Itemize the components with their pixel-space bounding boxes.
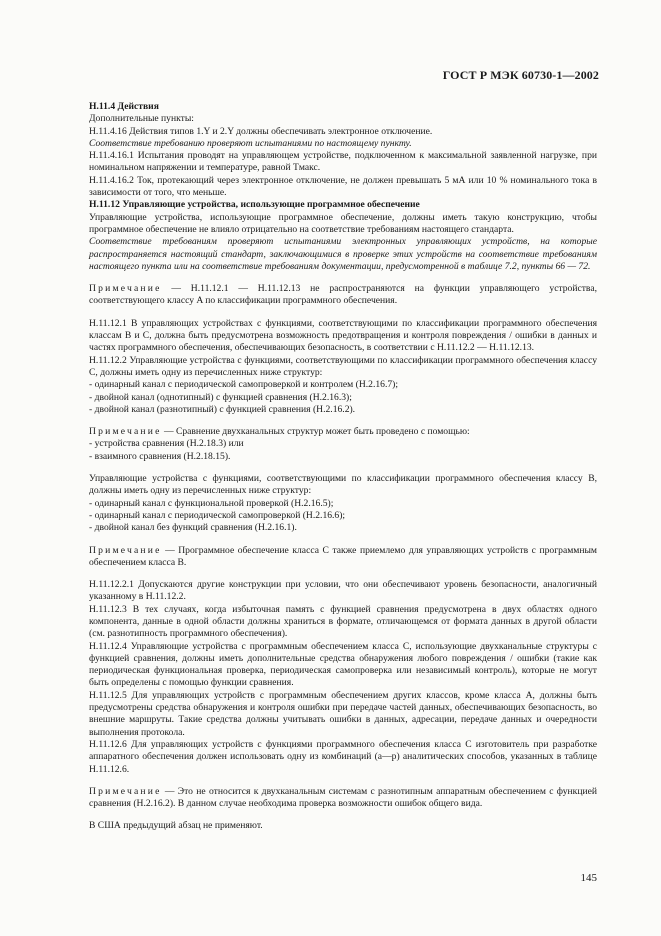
- note-text: — Сравнение двухканальных структур может быть проведено с помощью:: [161, 426, 470, 438]
- paragraph: Дополнительные пункты:: [89, 113, 194, 125]
- document-body: [89, 98, 597, 833]
- section-heading: H.11.4 Действия: [89, 101, 159, 112]
- paragraph-italic: Соответствие требованию проверяют испытаниями по настоящему пункту.: [89, 137, 412, 149]
- note: [89, 283, 597, 308]
- paragraph: H.11.4.16.1 Испытания проводят на управляющем устройстве, подключенном к максимальной заявленной нагрузке, при номинальном напряжении и температуре, равной Tмакс.: [89, 150, 597, 174]
- note-text: — Это не относится к двухканальным системам с разнотипным аппаратным обеспечением с функцией сравнения (H.2.16.2). В данном случае необходима проверка возможности ошибок общего вида.: [89, 785, 597, 810]
- paragraph: H.11.4.16 Действия типов 1.Y и 2.Y должны обеспечивать электронное отключение.: [89, 125, 433, 137]
- paragraph: H.11.4.16.2 Ток, протекающий через электронное отключение, не должен превышать 5 мА или 10 % номинального тока в зависимости от того, что меньше.: [89, 174, 597, 199]
- paragraph-italic: Соответствие требованиям проверяют испытаниями электронных управляющих устройств, на которые распространяется настоящий стандарт, заключающимися в проверке этих устройств на соответствие требованиям настоящего пункта или на соответствие требованиям документации, предусмотренной в таблице 7.2, пункты 66 — 72.: [89, 236, 597, 272]
- paragraph: В США предыдущий абзац не применяют.: [89, 820, 263, 832]
- list-item: - одинарный канал с периодической самопроверкой и контролем (H.2.16.7);: [89, 379, 399, 391]
- note-label: Примечание: [89, 785, 162, 797]
- paragraph: H.11.12.1 В управляющих устройствах с функциями, соответствующими по классификации программного обеспечения классам B и C, должна быть предусмотрена возможность предотвращения и контроля повреждения / ошибки в данных и частях программного обеспечения, обеспечивающих безопасность, в соответствии с H.11.12.2 — H.11.12.13.: [89, 317, 597, 354]
- list-item: - одинарный канал с периодической самопроверкой (H.2.16.6);: [89, 509, 346, 521]
- note-text: — Программное обеспечение класса C также приемлемо для управляющих устройств с программным обеспечением класса B.: [89, 544, 597, 568]
- note-label: Примечание: [89, 426, 162, 438]
- paragraph: H.11.12.5 Для управляющих устройств с программным обеспечением других классов, кроме класса A, должны быть предусмотрены средства обнаружения и контроля ошибки при передаче частей данных, обеспечивающих безопасность, во внешние маршруты. Такие средства должны учитывать ошибки в данных, адресации, передаче данных и очередности выполнения протокола.: [89, 689, 597, 738]
- list-item: - одинарный канал с функциональной проверкой (H.2.16.5);: [89, 497, 334, 509]
- paragraph: H.11.12.2.1 Допускаются другие конструкции при условии, что они обеспечивают уровень безопасности, аналогичный указанному в H.11.12.2.: [89, 579, 597, 603]
- list-item: - двойной канал (однотипный) с функцией сравнения (H.2.16.3);: [89, 391, 352, 403]
- section-heading: H.11.12 Управляющие устройства, использующие программное обеспечение: [89, 199, 420, 211]
- list-item: - двойной канал без функций сравнения (H.2.16.1).: [89, 522, 297, 534]
- paragraph: H.11.12.2 Управляющие устройства с функциями, соответствующими по классификации программного обеспечения классу C, должны иметь одну из перечисленных ниже структур:: [89, 354, 597, 378]
- note: [89, 426, 597, 438]
- paragraph: H.11.12.3 В тех случаях, когда избыточная память с функцией сравнения предусмотрена в двух областях одного компонента, данные в одной области должны храниться в формате, отличающемся от формата данных в другой области (см. разнотипность программного обеспечения).: [89, 603, 597, 640]
- note: [89, 545, 597, 570]
- list-item: - двойной канал (разнотипный) с функцией сравнения (H.2.16.2).: [89, 403, 356, 415]
- paragraph: H.11.12.4 Управляющие устройства с программным обеспечением класса C, использующие двухканальные структуры с функцией сравнения, должны иметь дополнительные средства обнаружения любого повреждения / ошибки (такие как периодическая функциональная проверка, периодическая самопроверка или независимый контроль), которые не могут быть определены с помощью функции сравнения.: [89, 640, 597, 689]
- note-label: Примечание: [89, 283, 162, 295]
- paragraph: H.11.12.6 Для управляющих устройств с функциями программного обеспечения класса C изготовитель при разработке аппаратного обеспечения должен использовать одну из комбинаций (а—р) аналитических способов, указанных в таблице H.11.12.6.: [89, 738, 597, 775]
- note-text: — H.11.12.1 — H.11.12.13 не распространяются на функции управляющего устройства, соответствующего классу A по классификации программного обеспечения.: [89, 283, 597, 307]
- page-number: 145: [580, 872, 597, 884]
- document-header: ГОСТ Р МЭК 60730-1—2002: [442, 68, 599, 82]
- list-item: - взаимного сравнения (H.2.18.15).: [89, 450, 231, 462]
- list-item: - устройства сравнения (H.2.18.3) или: [89, 438, 244, 450]
- paragraph: Управляющие устройства с функциями, соответствующими по классификации программного обеспечения классу B, должны иметь одну из перечисленных ниже структур:: [89, 473, 597, 497]
- note-label: Примечание: [89, 544, 162, 556]
- note: [89, 786, 597, 811]
- paragraph: Управляющие устройства, использующие программное обеспечение, должны иметь такую конструкцию, чтобы программное обеспечение не влияло отрицательно на соответствие требованиям настоящего стандарта.: [89, 211, 597, 235]
